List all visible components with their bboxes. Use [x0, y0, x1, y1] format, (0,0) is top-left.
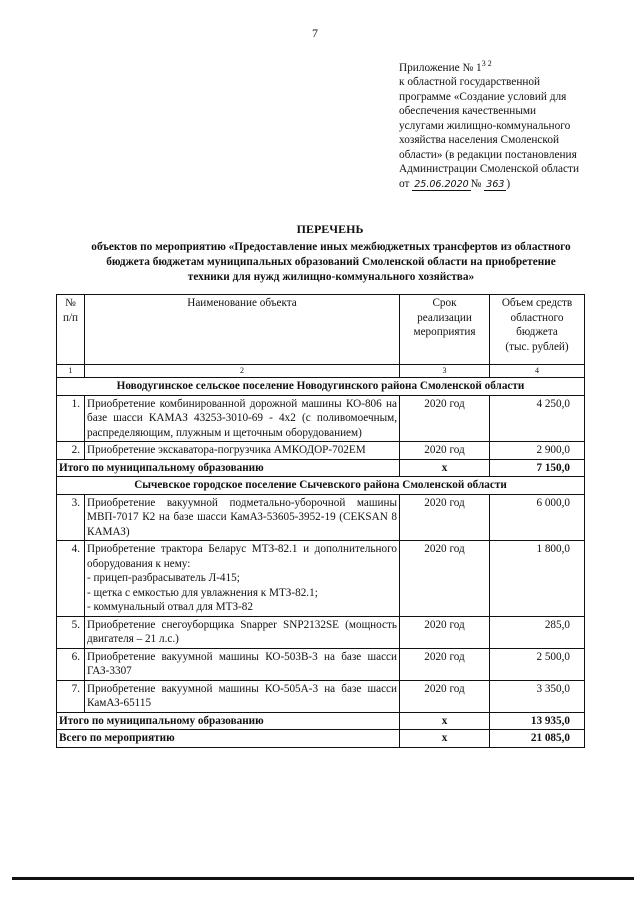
table-header-row	[57, 295, 585, 365]
scan-edge-line	[12, 877, 634, 880]
subtotal-row: Итого по муниципальному образованию х 7 150,0	[57, 459, 585, 477]
subtotal-row: Итого по муниципальному образованию х 13 935,0	[57, 712, 585, 730]
appendix-line: обеспечения качественными	[399, 105, 537, 118]
page-number: 7	[312, 26, 318, 40]
header-term: Срок реализации мероприятия	[400, 295, 490, 365]
grand-total-row: Всего по мероприятию х 21 085,0	[57, 730, 585, 748]
table-row: 5. Приобретение снегоуборщика Snapper SNP2132SE (мощность двигателя – 21 л.с.) 2020 год 285,0	[57, 616, 585, 648]
column-index-row: 1 2 3 4	[57, 365, 585, 378]
table-row: 3. Приобретение вакуумной подметально-уборочной машины МВП-7017 К2 на базе шасси КамАЗ-53605-3952-19 (CEKSAN 8 КАМАЗ) 2020 год 6 000,0	[57, 494, 585, 541]
appendix-line: к областной государственной	[399, 76, 541, 89]
header-num: № п/п	[57, 295, 85, 365]
document-subtitle: объектов по мероприятию «Предоставление иных межбюджетных трансфертов из областного бюджета бюджетам муниципальных образований Смоленской области на приобретение техники для нужд жилищно-коммунального хозяйства»	[91, 241, 571, 283]
appendix-block	[399, 57, 609, 192]
appendix-line: Администрации Смоленской области	[399, 163, 579, 176]
document-title: ПЕРЕЧЕНЬ	[296, 222, 364, 236]
handwritten-date: 25.06.2020	[414, 178, 469, 190]
section-header: Новодугинское сельское поселение Новодугинского района Смоленской области	[57, 378, 585, 396]
header-name: Наименование объекта	[85, 295, 400, 365]
section-header: Сычевское городское поселение Сычевского района Смоленской области	[57, 477, 585, 495]
appendix-line: области» (в редакции постановления	[399, 148, 577, 161]
appendix-line: хозяйства населения Смоленской	[399, 134, 560, 147]
handwritten-number: 363	[486, 178, 505, 190]
header-amount: Объем средств областного бюджета (тыс. рублей)	[490, 295, 585, 365]
table-row: 7. Приобретение вакуумной машины КО-505А-3 на базе шасси КамАЗ-65115 2020 год 3 350,0	[57, 680, 585, 712]
appendix-date-line: от 25.06.2020 № 363 )	[399, 177, 511, 190]
appendix-title-sup: 3 2	[481, 59, 492, 68]
table-row: 6. Приобретение вакуумной машины КО-503В-3 на базе шасси ГАЗ-3307 2020 год 2 500,0	[57, 648, 585, 680]
appendix-line: услугами жилищно-коммунального	[399, 119, 571, 132]
table-row: 1. Приобретение комбинированной дорожной машины КО-806 на базе шасси КАМАЗ 43253-3010-69 - 4х2 (с поливомоечным, распределяющим, плужным и щеточным оборудованием) 2020 год 4 250,0	[57, 395, 585, 442]
appendix-line: программе «Создание условий для	[399, 90, 567, 103]
appendix-title: Приложение № $1^{3 2}$	[399, 59, 492, 74]
objects-table	[56, 294, 585, 748]
table-row: 4. Приобретение трактора Беларус МТЗ-82.1 и дополнительного оборудования к нему: - прицеп-разбрасыватель Л-415; - щетка с емкостью для увлажнения к МТЗ-82.1; - коммунальный отвал для МТЗ-82 2020 год 1 800,0	[57, 541, 585, 617]
table-row: 2. Приобретение экскаватора-погрузчика АМКОДОР-702ЕМ 2020 год 2 900,0	[57, 442, 585, 460]
